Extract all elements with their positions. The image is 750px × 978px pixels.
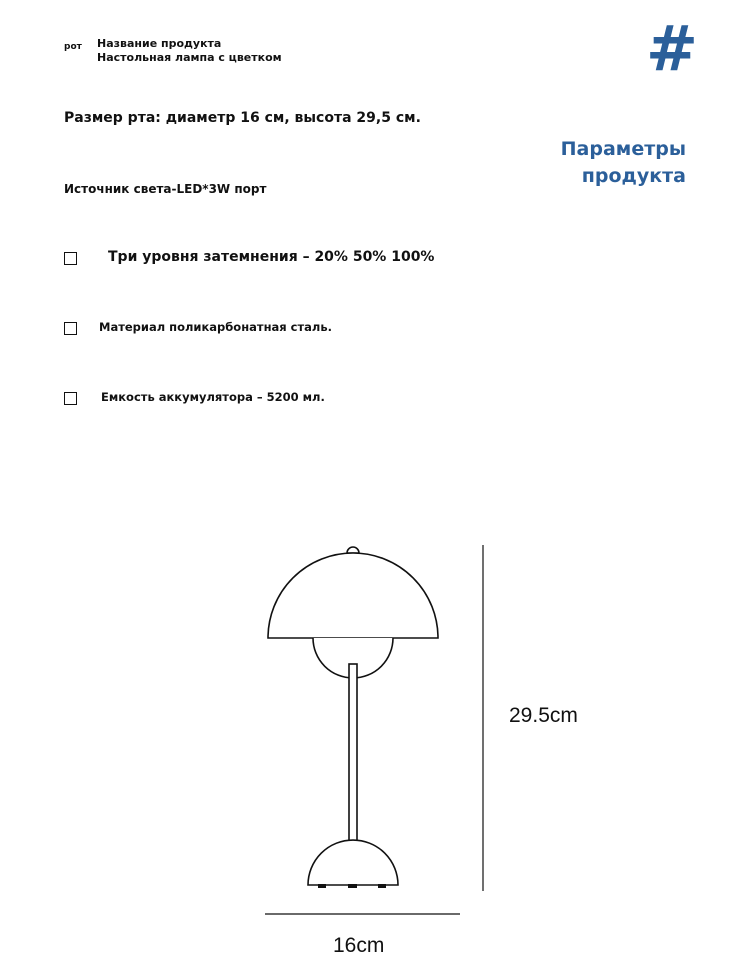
lamp-stem — [349, 664, 357, 842]
height-dimension-label: 29.5cm — [509, 704, 578, 727]
lamp-foot — [348, 884, 357, 888]
params-heading-line1: Параметры — [560, 138, 686, 160]
lamp-foot — [318, 884, 326, 888]
lamp-shade — [268, 553, 438, 638]
feature-material: Материал поликарбонатная сталь. — [99, 320, 332, 334]
lamp-foot — [378, 884, 386, 888]
product-name-label: Название продукта — [97, 37, 222, 50]
light-source-spec: Источник света-LED*3W порт — [64, 182, 267, 196]
feature-dimming: Три уровня затемнения – 20% 50% 100% — [108, 249, 435, 265]
lamp-base — [308, 840, 398, 885]
width-dimension-label: 16cm — [333, 934, 385, 957]
size-spec: Размер рта: диаметр 16 см, высота 29,5 см. — [64, 110, 421, 126]
hash-icon: # — [646, 12, 698, 85]
product-name-value: Настольная лампа с цветком — [97, 51, 282, 64]
params-heading-line2: продукта — [581, 165, 686, 187]
small-tag: рот — [64, 42, 82, 52]
lamp-knob — [347, 547, 359, 553]
feature-battery: Емкость аккумулятора – 5200 мл. — [101, 390, 325, 404]
